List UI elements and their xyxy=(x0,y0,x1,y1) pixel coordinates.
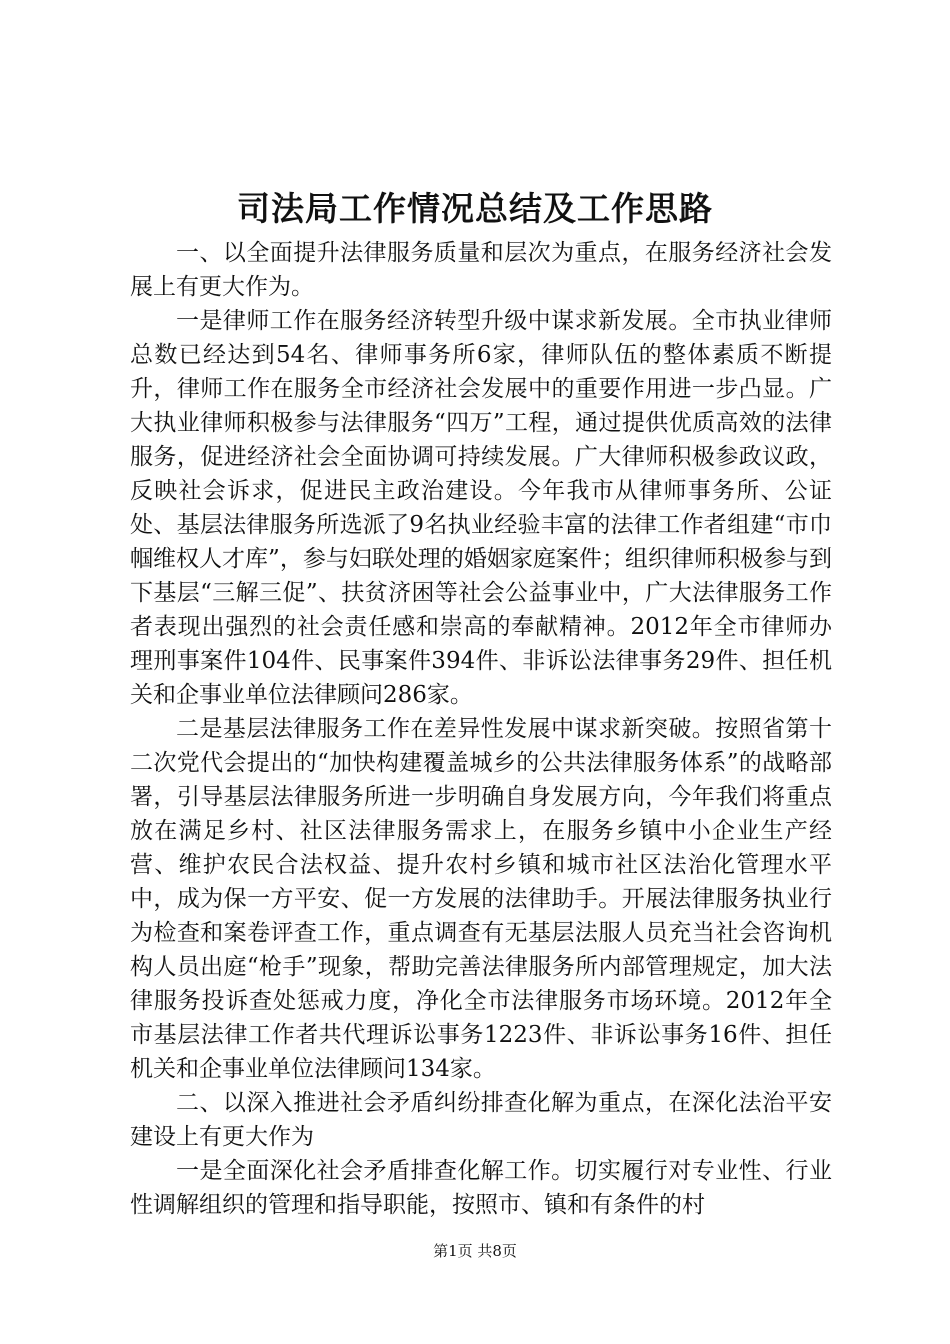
paragraph-conflict-resolution: 一是全面深化社会矛盾排查化解工作。切实履行对专业性、行业性调解组织的管理和指导职能，按照市、镇和有条件的村 xyxy=(130,1158,832,1218)
section-heading-2: 二、以深入推进社会矛盾纠纷排查化解为重点，在深化法治平安建设上有更大作为 xyxy=(130,1090,832,1150)
paragraph-grassroots-legal-service: 二是基层法律服务工作在差异性发展中谋求新突破。按照省第十二次党代会提出的“加快构建覆盖城乡的公共法律服务体系”的战略部署，引导基层法律服务所进一步明确自身发展方向，今年我们将重点放在满足乡村、社区法律服务需求上，在服务乡镇中小企业生产经营、维护农民合法权益、提升农村乡镇和城市社区法治化管理水平中，成为保一方平安、促一方发展的法律助手。开展法律服务执业行为检查和案卷评查工作，重点调查有无基层法服人员充当社会咨询机构人员出庭“枪手”现象，帮助完善法律服务所内部管理规定，加大法律服务投诉查处惩戒力度，净化全市法律服务市场环境。2012年全市基层法律工作者共代理诉讼事务1223件、非诉讼事务16件、担任机关和企事业单位法律顾问134家。 xyxy=(130,716,832,1082)
document-title: 司法局工作情况总结及工作思路 xyxy=(237,189,713,228)
document-body xyxy=(130,236,832,1222)
paragraph-lawyer-work: 一是律师工作在服务经济转型升级中谋求新发展。全市执业律师总数已经达到54名、律师事务所6家，律师队伍的整体素质不断提升，律师工作在服务全市经济社会发展中的重要作用进一步凸显。广大执业律师积极参与法律服务“四万”工程，通过提供优质高效的法律服务，促进经济社会全面协调可持续发展。广大律师积极参政议政，反映社会诉求，促进民主政治建设。今年我市从律师事务所、公证处、基层法律服务所选派了9名执业经验丰富的法律工作者组建“市巾帼维权人才库”，参与妇联处理的婚姻家庭案件；组织律师积极参与到下基层“三解三促”、扶贫济困等社会公益事业中，广大法律服务工作者表现出强烈的社会责任感和崇高的奉献精神。2012年全市律师办理刑事案件104件、民事案件394件、非诉讼法律事务29件、担任机关和企事业单位法律顾问286家。 xyxy=(130,308,832,708)
page-number-footer: 第1页 共8页 xyxy=(433,1242,517,1260)
section-heading-1: 一、以全面提升法律服务质量和层次为重点，在服务经济社会发展上有更大作为。 xyxy=(130,240,832,300)
